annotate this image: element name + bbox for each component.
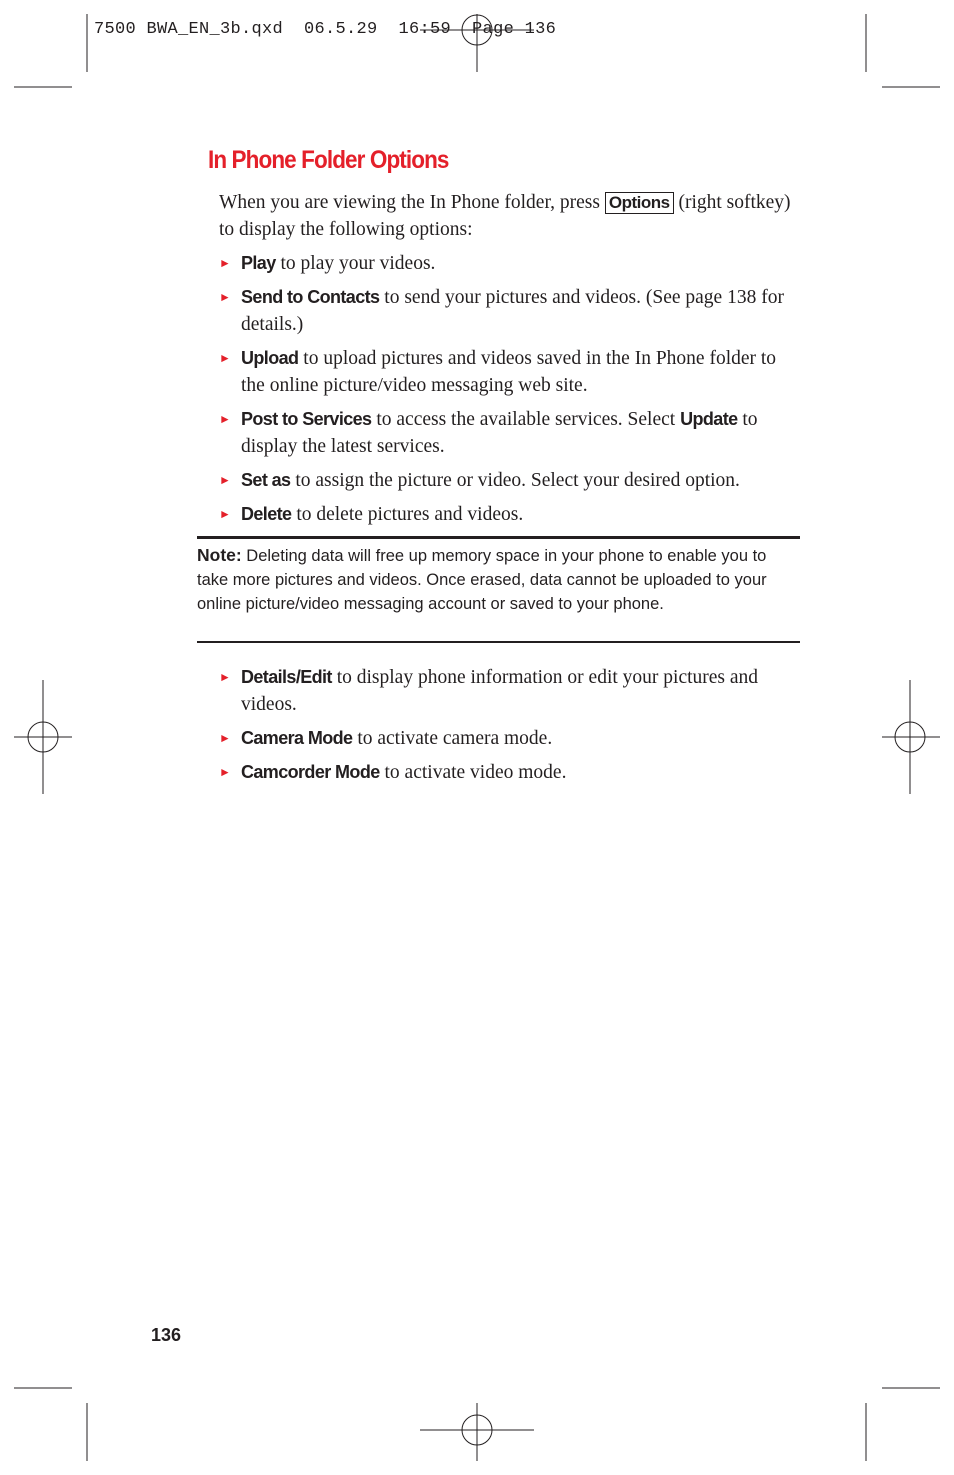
list-item-play	[219, 250, 801, 277]
option-term: Play	[241, 253, 276, 273]
list-item-send-to-contacts	[219, 284, 801, 338]
bullet-arrow-icon: ►	[219, 256, 231, 270]
option-term: Set as	[241, 470, 291, 490]
list-item-post-to-services	[219, 406, 801, 460]
bullet-arrow-icon: ►	[219, 473, 231, 487]
option-description: to delete pictures and videos.	[291, 504, 524, 525]
bullet-arrow-icon: ►	[219, 731, 231, 745]
list-item-camera-mode	[219, 725, 801, 752]
option-description: to activate video mode.	[379, 762, 567, 783]
option-description-tail: to display the latest services.	[241, 409, 758, 457]
option-term: Post to Services	[241, 409, 372, 429]
option-description: to send your pictures and videos. (See page 138 for details.)	[241, 287, 784, 335]
option-term: Send to Contacts	[241, 287, 380, 307]
option-term-update: Update	[680, 409, 738, 429]
file-slug-line: 7500 BWA_EN_3b.qxd 06.5.29 16:59 Page 136	[94, 20, 557, 39]
option-term: Delete	[241, 504, 292, 524]
list-item-set-as	[219, 467, 801, 494]
intro-text-after: (right softkey) to display the following options:	[219, 192, 791, 240]
list-item-details-edit	[219, 664, 801, 718]
bullet-arrow-icon: ►	[219, 351, 231, 365]
list-item-camcorder-mode	[219, 759, 801, 786]
option-description: to play your videos.	[275, 253, 436, 274]
note-label: Note:	[197, 545, 242, 565]
option-description: to activate camera mode.	[352, 728, 553, 749]
page-number: 136	[151, 1325, 182, 1345]
bullet-arrow-icon: ►	[219, 507, 231, 521]
bullet-arrow-icon: ►	[219, 670, 231, 684]
options-list-primary	[219, 250, 801, 535]
option-term: Camera Mode	[241, 728, 353, 748]
option-description: to display phone information or edit your pictures and videos.	[241, 667, 759, 715]
option-term: Details/Edit	[241, 667, 332, 687]
note-text: Deleting data will free up memory space in your phone to enable you to take more pictures and videos. Once erased, data cannot be uploaded to your online picture/video messaging account or saved to your phone.	[197, 547, 767, 613]
options-list-secondary	[219, 664, 801, 793]
intro-text-before: When you are viewing the In Phone folder, press	[219, 192, 605, 213]
option-description: to access the available services. Select	[371, 409, 681, 430]
bullet-arrow-icon: ►	[219, 765, 231, 779]
option-description: to upload pictures and videos saved in the In Phone folder to the online picture/video messaging web site.	[241, 348, 777, 396]
section-title: In Phone Folder Options	[208, 146, 449, 174]
intro-paragraph	[219, 189, 794, 243]
list-item-delete	[219, 501, 801, 528]
option-term: Upload	[241, 348, 299, 368]
note-box	[197, 536, 800, 643]
option-term: Camcorder Mode	[241, 762, 380, 782]
options-softkey-label: Options	[605, 192, 674, 214]
bullet-arrow-icon: ►	[219, 412, 231, 426]
option-description: to assign the picture or video. Select your desired option.	[290, 470, 740, 491]
list-item-upload	[219, 345, 801, 399]
bullet-arrow-icon: ►	[219, 290, 231, 304]
